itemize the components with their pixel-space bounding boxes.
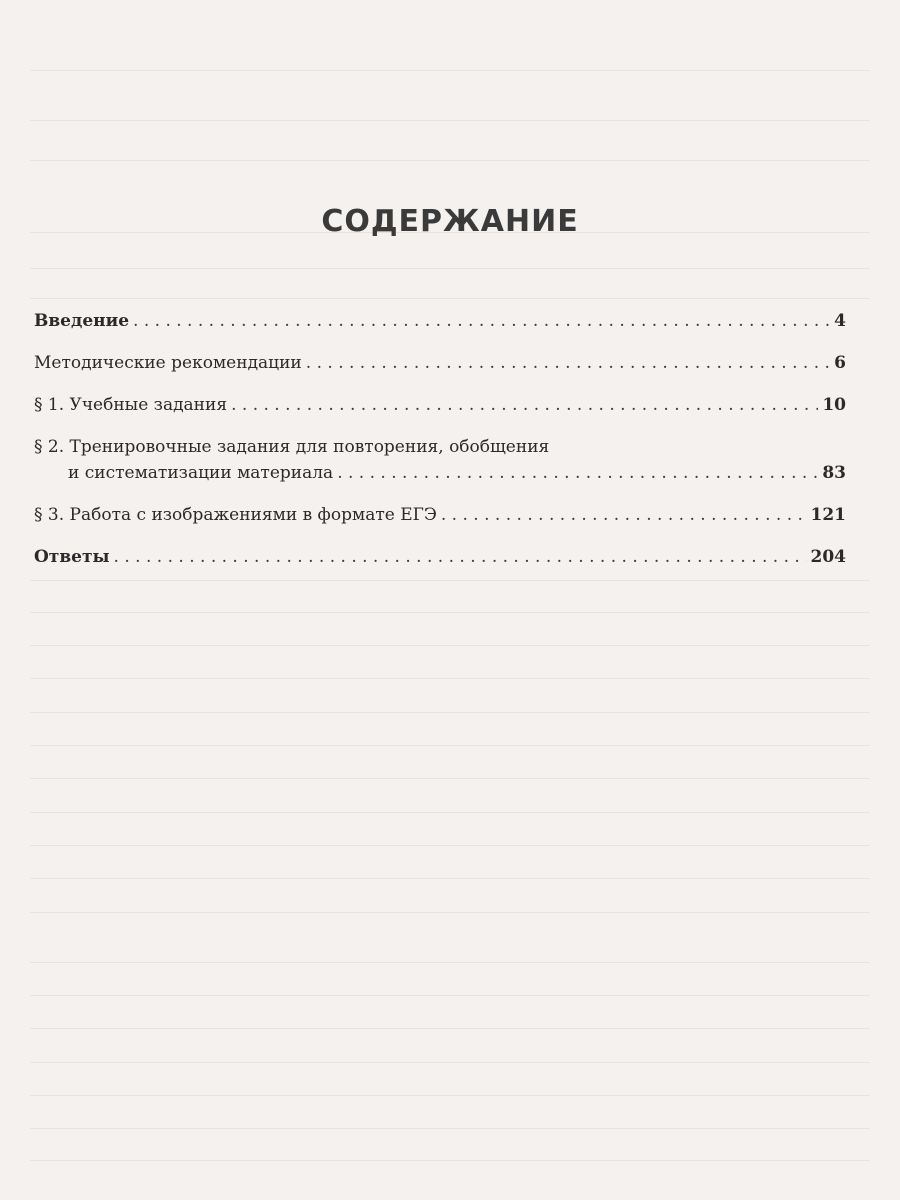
page-title: СОДЕРЖАНИЕ (321, 204, 579, 239)
toc-label-line1: § 2. Тренировочные задания для повторения, обобщения (34, 437, 550, 457)
toc-label: Методические рекомендации (34, 353, 302, 373)
toc-entry-answers[interactable] (34, 544, 846, 570)
toc-label: Введение (34, 311, 130, 331)
dot-leader (114, 544, 807, 570)
toc-label: Ответы (34, 547, 110, 567)
toc-entry-section-3[interactable] (34, 502, 846, 528)
toc-page-number: 4 (834, 311, 846, 331)
toc-page-number: 6 (834, 353, 846, 373)
toc-entry-introduction[interactable] (34, 308, 846, 334)
dot-leader (337, 460, 818, 486)
toc-label: § 1. Учебные задания (34, 395, 228, 415)
toc-entry-methodical-recommendations[interactable] (34, 350, 846, 376)
dot-leader (306, 350, 830, 376)
toc-label: § 3. Работа с изображениями в формате ЕГЭ (34, 505, 437, 525)
toc-page-number: 204 (810, 547, 846, 567)
toc-page-number: 121 (810, 505, 846, 525)
dot-leader (231, 392, 818, 418)
toc-page-number: 10 (822, 395, 846, 415)
toc-entry-section-1[interactable] (34, 392, 846, 418)
toc-label-line2: и систематизации материала (68, 463, 334, 483)
table-of-contents (34, 308, 846, 570)
toc-entry-section-2[interactable] (34, 434, 846, 486)
dot-leader (441, 502, 807, 528)
toc-page-number: 83 (822, 463, 846, 483)
dot-leader (133, 308, 830, 334)
